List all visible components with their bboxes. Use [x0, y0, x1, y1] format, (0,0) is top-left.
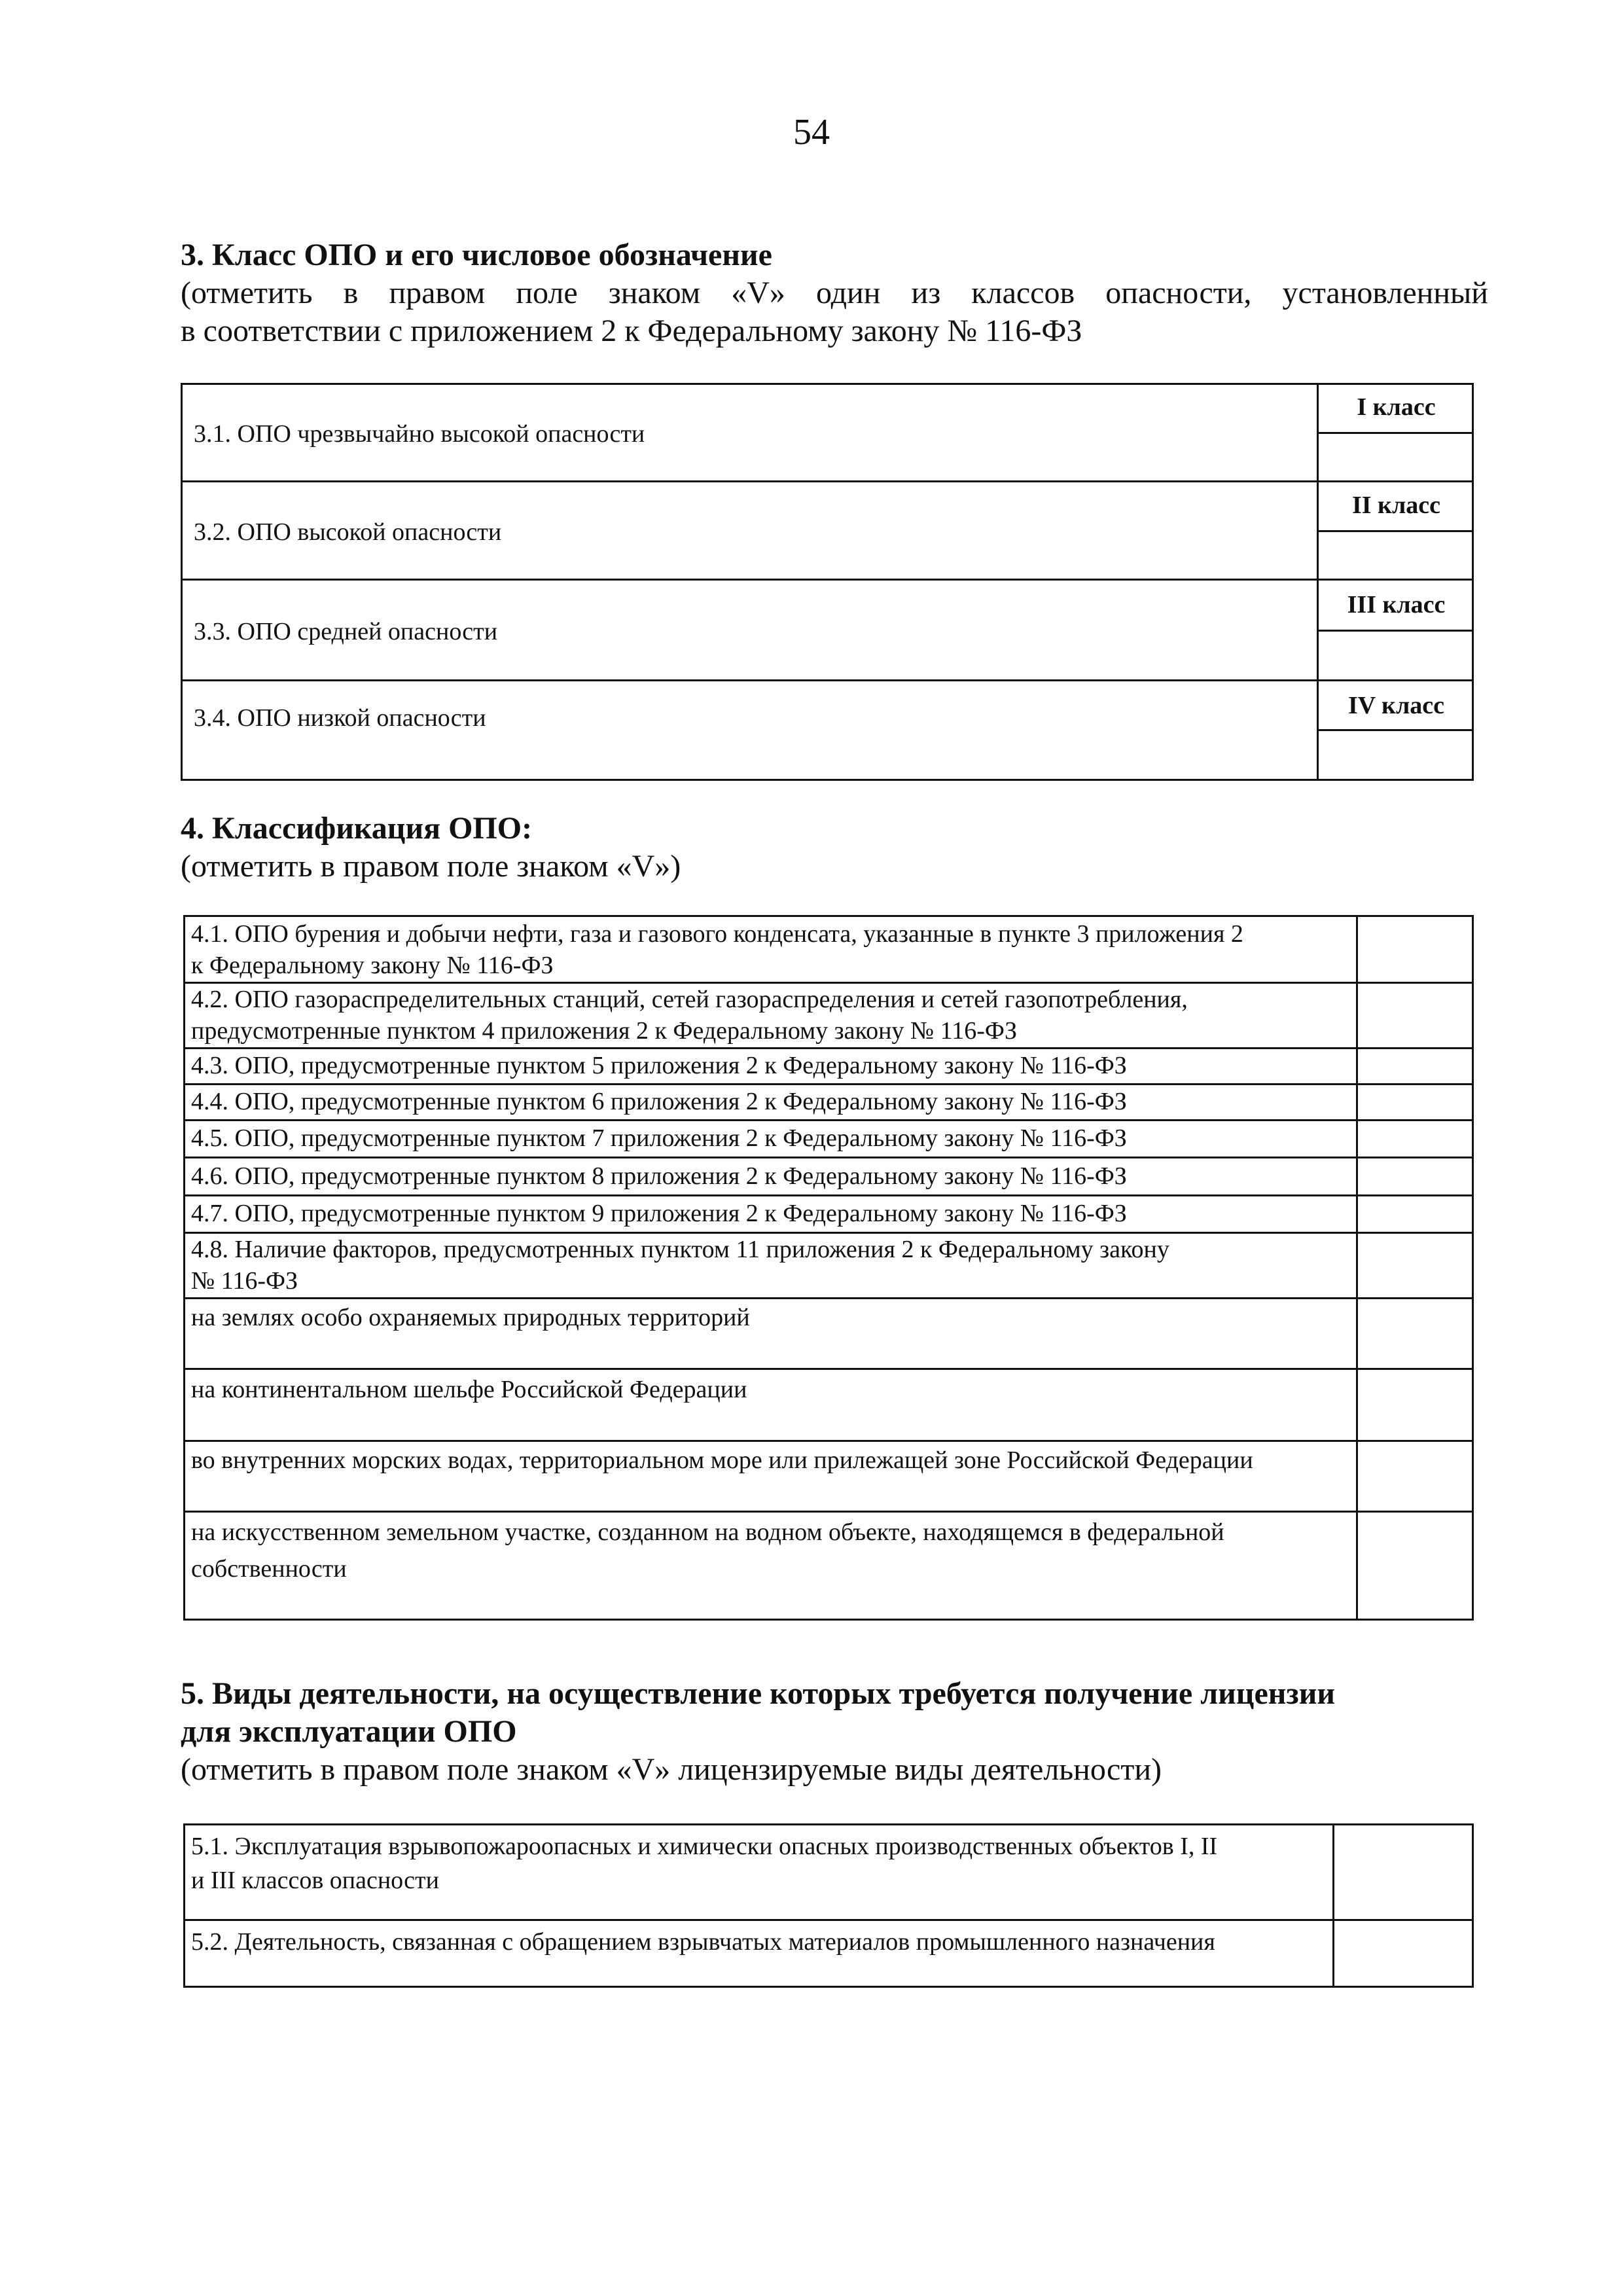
- section-3-title: 3. Класс ОПО и его числовое обозначение: [181, 238, 772, 272]
- classification-8-checkbox[interactable]: [1358, 1234, 1472, 1297]
- class-row-3-class: III класс: [1347, 591, 1446, 619]
- classification-9-checkbox[interactable]: [1358, 1299, 1472, 1368]
- class-row-2-class: II класс: [1351, 492, 1441, 519]
- section-4-note: (отметить в правом поле знаком «V»): [181, 849, 681, 884]
- license-row-1-line2: и III классов опасности: [191, 1867, 439, 1894]
- classification-row-9: на землях особо охраняемых природных территорий: [191, 1304, 750, 1331]
- license-1-checkbox[interactable]: [1334, 1825, 1472, 1919]
- class-row-1-class: I класс: [1357, 393, 1436, 421]
- classification-row-7: 4.7. ОПО, предусмотренные пунктом 9 приложения 2 к Федеральному закону № 116-ФЗ: [191, 1200, 1127, 1227]
- classification-row-4: 4.4. ОПО, предусмотренные пунктом 6 приложения 2 к Федеральному закону № 116-ФЗ: [191, 1088, 1127, 1115]
- classification-3-checkbox[interactable]: [1358, 1049, 1472, 1083]
- classification-row-11: во внутренних морских водах, территориальном море или прилежащей зоне Российской Федерации: [191, 1446, 1253, 1474]
- section-3-note-line2: в соответствии с приложением 2 к Федеральному закону № 116-ФЗ: [181, 314, 1082, 348]
- classification-row-5: 4.5. ОПО, предусмотренные пунктом 7 приложения 2 к Федеральному закону № 116-ФЗ: [191, 1124, 1127, 1152]
- class-2-checkbox[interactable]: [1319, 532, 1474, 579]
- classification-4-checkbox[interactable]: [1358, 1085, 1472, 1119]
- class-1-checkbox[interactable]: [1319, 434, 1474, 480]
- classification-row-1-line1: 4.1. ОПО бурения и добычи нефти, газа и газового конденсата, указанные в пункте 3 приложения 2: [191, 920, 1243, 948]
- classification-row-3: 4.3. ОПО, предусмотренные пунктом 5 приложения 2 к Федеральному закону № 116-ФЗ: [191, 1052, 1127, 1079]
- license-2-checkbox[interactable]: [1334, 1921, 1472, 1986]
- classification-7-checkbox[interactable]: [1358, 1196, 1472, 1232]
- classification-row-6: 4.6. ОПО, предусмотренные пунктом 8 приложения 2 к Федеральному закону № 116-ФЗ: [191, 1162, 1127, 1190]
- classification-row-8-line1: 4.8. Наличие факторов, предусмотренных пунктом 11 приложения 2 к Федеральному закону: [191, 1236, 1169, 1263]
- classification-row-8-line2: № 116-ФЗ: [191, 1267, 298, 1295]
- classification-6-checkbox[interactable]: [1358, 1158, 1472, 1194]
- classification-row-10: на континентальном шельфе Российской Федерации: [191, 1376, 747, 1403]
- classification-1-checkbox[interactable]: [1358, 917, 1472, 982]
- classification-12-checkbox[interactable]: [1358, 1513, 1472, 1619]
- section-3-note-line1: (отметить в правом поле знаком «V» один из классов опасности, установленный: [181, 276, 1488, 310]
- section-5-note: (отметить в правом поле знаком «V» лицензируемые виды деятельности): [181, 1752, 1162, 1787]
- section-4-title: 4. Классификация ОПО:: [181, 811, 533, 846]
- classification-row-12-line1: на искусственном земельном участке, созданном на водном объекте, находящемся в федеральной: [191, 1518, 1224, 1546]
- section-5-title-line1: 5. Виды деятельности, на осуществление которых требуется получение лицензии: [181, 1676, 1335, 1711]
- class-row-4-class: IV класс: [1348, 692, 1444, 719]
- class-3-checkbox[interactable]: [1319, 632, 1474, 679]
- classification-2-checkbox[interactable]: [1358, 984, 1472, 1047]
- classification-row-1-line2: к Федеральному закону № 116-ФЗ: [191, 952, 554, 979]
- classification-11-checkbox[interactable]: [1358, 1442, 1472, 1511]
- page-number: 54: [793, 112, 830, 152]
- classification-10-checkbox[interactable]: [1358, 1370, 1472, 1440]
- class-row-2-label: 3.2. ОПО высокой опасности: [194, 518, 502, 546]
- license-row-1-line1: 5.1. Эксплуатация взрывопожароопасных и химически опасных производственных объектов I, II: [191, 1833, 1218, 1860]
- class-row-3-label: 3.3. ОПО средней опасности: [194, 618, 498, 645]
- license-row-2: 5.2. Деятельность, связанная с обращением взрывчатых материалов промышленного назначения: [191, 1928, 1215, 1956]
- classification-row-12-line2: собственности: [191, 1555, 347, 1583]
- classification-row-2-line2: предусмотренные пунктом 4 приложения 2 к Федеральному закону № 116-ФЗ: [191, 1017, 1017, 1045]
- classification-row-2-line1: 4.2. ОПО газораспределительных станций, сетей газораспределения и сетей газопотребления,: [191, 986, 1188, 1013]
- class-row-4-label: 3.4. ОПО низкой опасности: [194, 704, 486, 732]
- class-4-checkbox[interactable]: [1319, 731, 1474, 781]
- section-5-title-line2: для эксплуатации ОПО: [181, 1714, 517, 1749]
- class-row-1-label: 3.1. ОПО чрезвычайно высокой опасности: [194, 420, 645, 448]
- classification-5-checkbox[interactable]: [1358, 1121, 1472, 1157]
